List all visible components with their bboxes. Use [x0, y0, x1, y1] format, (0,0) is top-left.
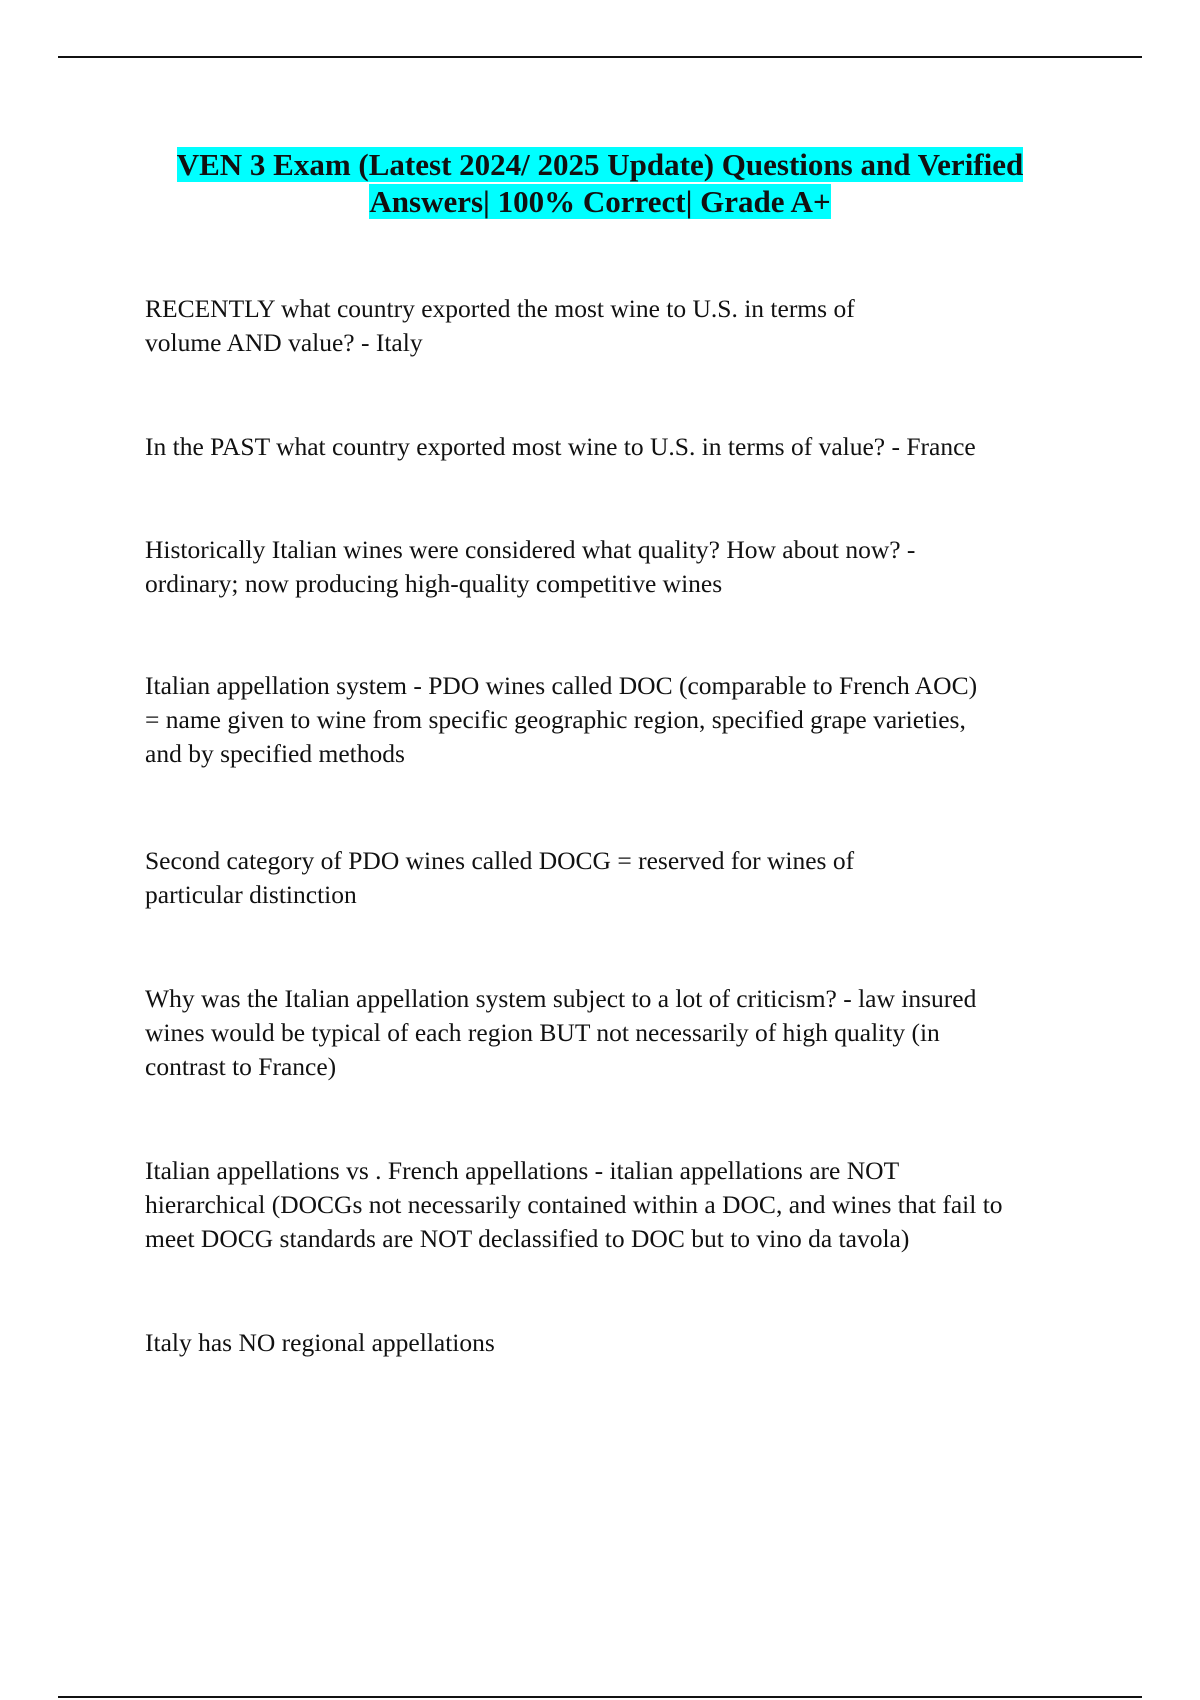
- qa-item-4: [145, 669, 1075, 771]
- qa-line: hierarchical (DOCGs not necessarily contained within a DOC, and wines that fail to: [145, 1190, 1003, 1219]
- document-title: [100, 146, 1100, 220]
- qa-line: Italy has NO regional appellations: [145, 1328, 495, 1357]
- qa-item-7: [145, 1154, 1075, 1256]
- bottom-rule: [58, 1696, 1142, 1698]
- qa-line: wines would be typical of each region BUT not necessarily of high quality (in: [145, 1018, 940, 1047]
- qa-line: Italian appellation system - PDO wines called DOC (comparable to French AOC): [145, 671, 978, 700]
- qa-line: and by specified methods: [145, 739, 405, 768]
- qa-line: contrast to France): [145, 1052, 337, 1081]
- title-line-1: VEN 3 Exam (Latest 2024/ 2025 Update) Questions and Verified: [176, 147, 1024, 182]
- qa-item-5: [145, 844, 1075, 912]
- qa-line: Second category of PDO wines called DOCG = reserved for wines of: [145, 846, 855, 875]
- qa-item-2: [145, 430, 1075, 464]
- qa-line: volume AND value? - Italy: [145, 328, 423, 357]
- qa-item-3: [145, 533, 1075, 601]
- qa-line: Historically Italian wines were considered what quality? How about now? -: [145, 535, 916, 564]
- qa-line: Italian appellations vs . French appellations - italian appellations are NOT: [145, 1156, 900, 1185]
- qa-line: = name given to wine from specific geographic region, specified grape varieties,: [145, 705, 966, 734]
- qa-line: ordinary; now producing high-quality competitive wines: [145, 569, 723, 598]
- qa-line: particular distinction: [145, 880, 357, 909]
- title-line-2: Answers| 100% Correct| Grade A+: [369, 184, 831, 219]
- qa-item-1: [145, 292, 1075, 360]
- qa-item-8: [145, 1326, 1075, 1360]
- qa-line: In the PAST what country exported most wine to U.S. in terms of value? - France: [145, 432, 976, 461]
- qa-line: meet DOCG standards are NOT declassified to DOC but to vino da tavola): [145, 1224, 910, 1253]
- top-rule: [58, 56, 1142, 58]
- qa-line: Why was the Italian appellation system subject to a lot of criticism? - law insured: [145, 984, 977, 1013]
- qa-line: RECENTLY what country exported the most wine to U.S. in terms of: [145, 294, 855, 323]
- qa-item-6: [145, 982, 1075, 1084]
